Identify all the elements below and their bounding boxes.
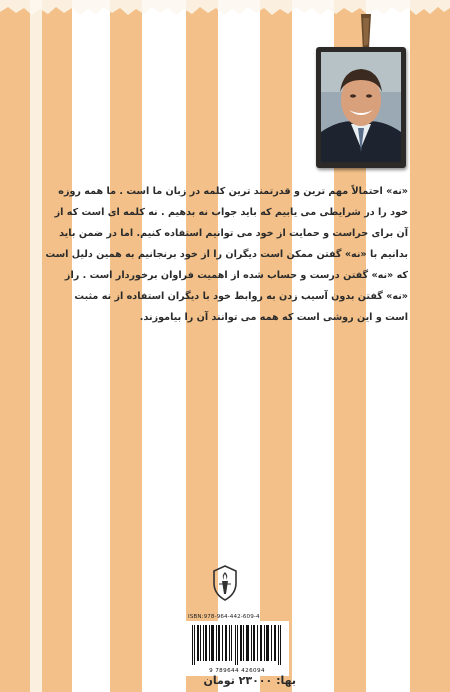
price-label: بها: ۲۳۰۰۰ تومان [203, 674, 296, 687]
blurb-line: «نه» احتمالاً مهم ترین و قدرتمند ترین کلمه در زبان ما است . ما همه روزه [58, 186, 408, 197]
blurb-line: خود را در شرایطی می یابیم که باید جواب نه بدهیم . نه کلمه ای است که از [54, 207, 408, 218]
blurb-line: بدانیم با «نه» گفتن ممکن است دیگران را از خود برنجانیم به همین دلیل است [45, 249, 408, 260]
stripe-orange [260, 0, 292, 692]
stripe-orange [0, 0, 30, 692]
stripe-white [142, 0, 186, 692]
stripe-orange [42, 0, 72, 692]
stripe-white [72, 0, 110, 692]
stripe-orange [110, 0, 142, 692]
torn-paper-top-edge [0, 0, 450, 26]
stripe-orange [410, 0, 450, 692]
blurb-line: «نه» گفتن بدون آسیب زدن به روابط خود با دیگران استفاده از نه مثبت [74, 291, 408, 302]
blurb-line: است و این روشی است که همه می توانند آن را بیاموزند. [139, 312, 408, 323]
stripe-cream [30, 0, 42, 692]
author-photo-frame [316, 47, 406, 168]
author-photo [321, 52, 401, 162]
barcode-bars [190, 625, 284, 665]
torch-shield-icon [212, 565, 238, 601]
barcode [185, 621, 289, 676]
blurb-line: که «نه» گفتن درست و حساب شده از اهمیت فراوان برخوردار است . راز [64, 270, 408, 281]
blurb-text [45, 181, 408, 328]
barcode-number: 9 789644 426094 [209, 668, 265, 674]
isbn-label: ISBN:978-964-442-609-4 [188, 614, 260, 620]
blurb-line: آن برای حراست و حمایت از خود می توانیم استفاده کنیم. اما در ضمن باید [59, 228, 408, 239]
